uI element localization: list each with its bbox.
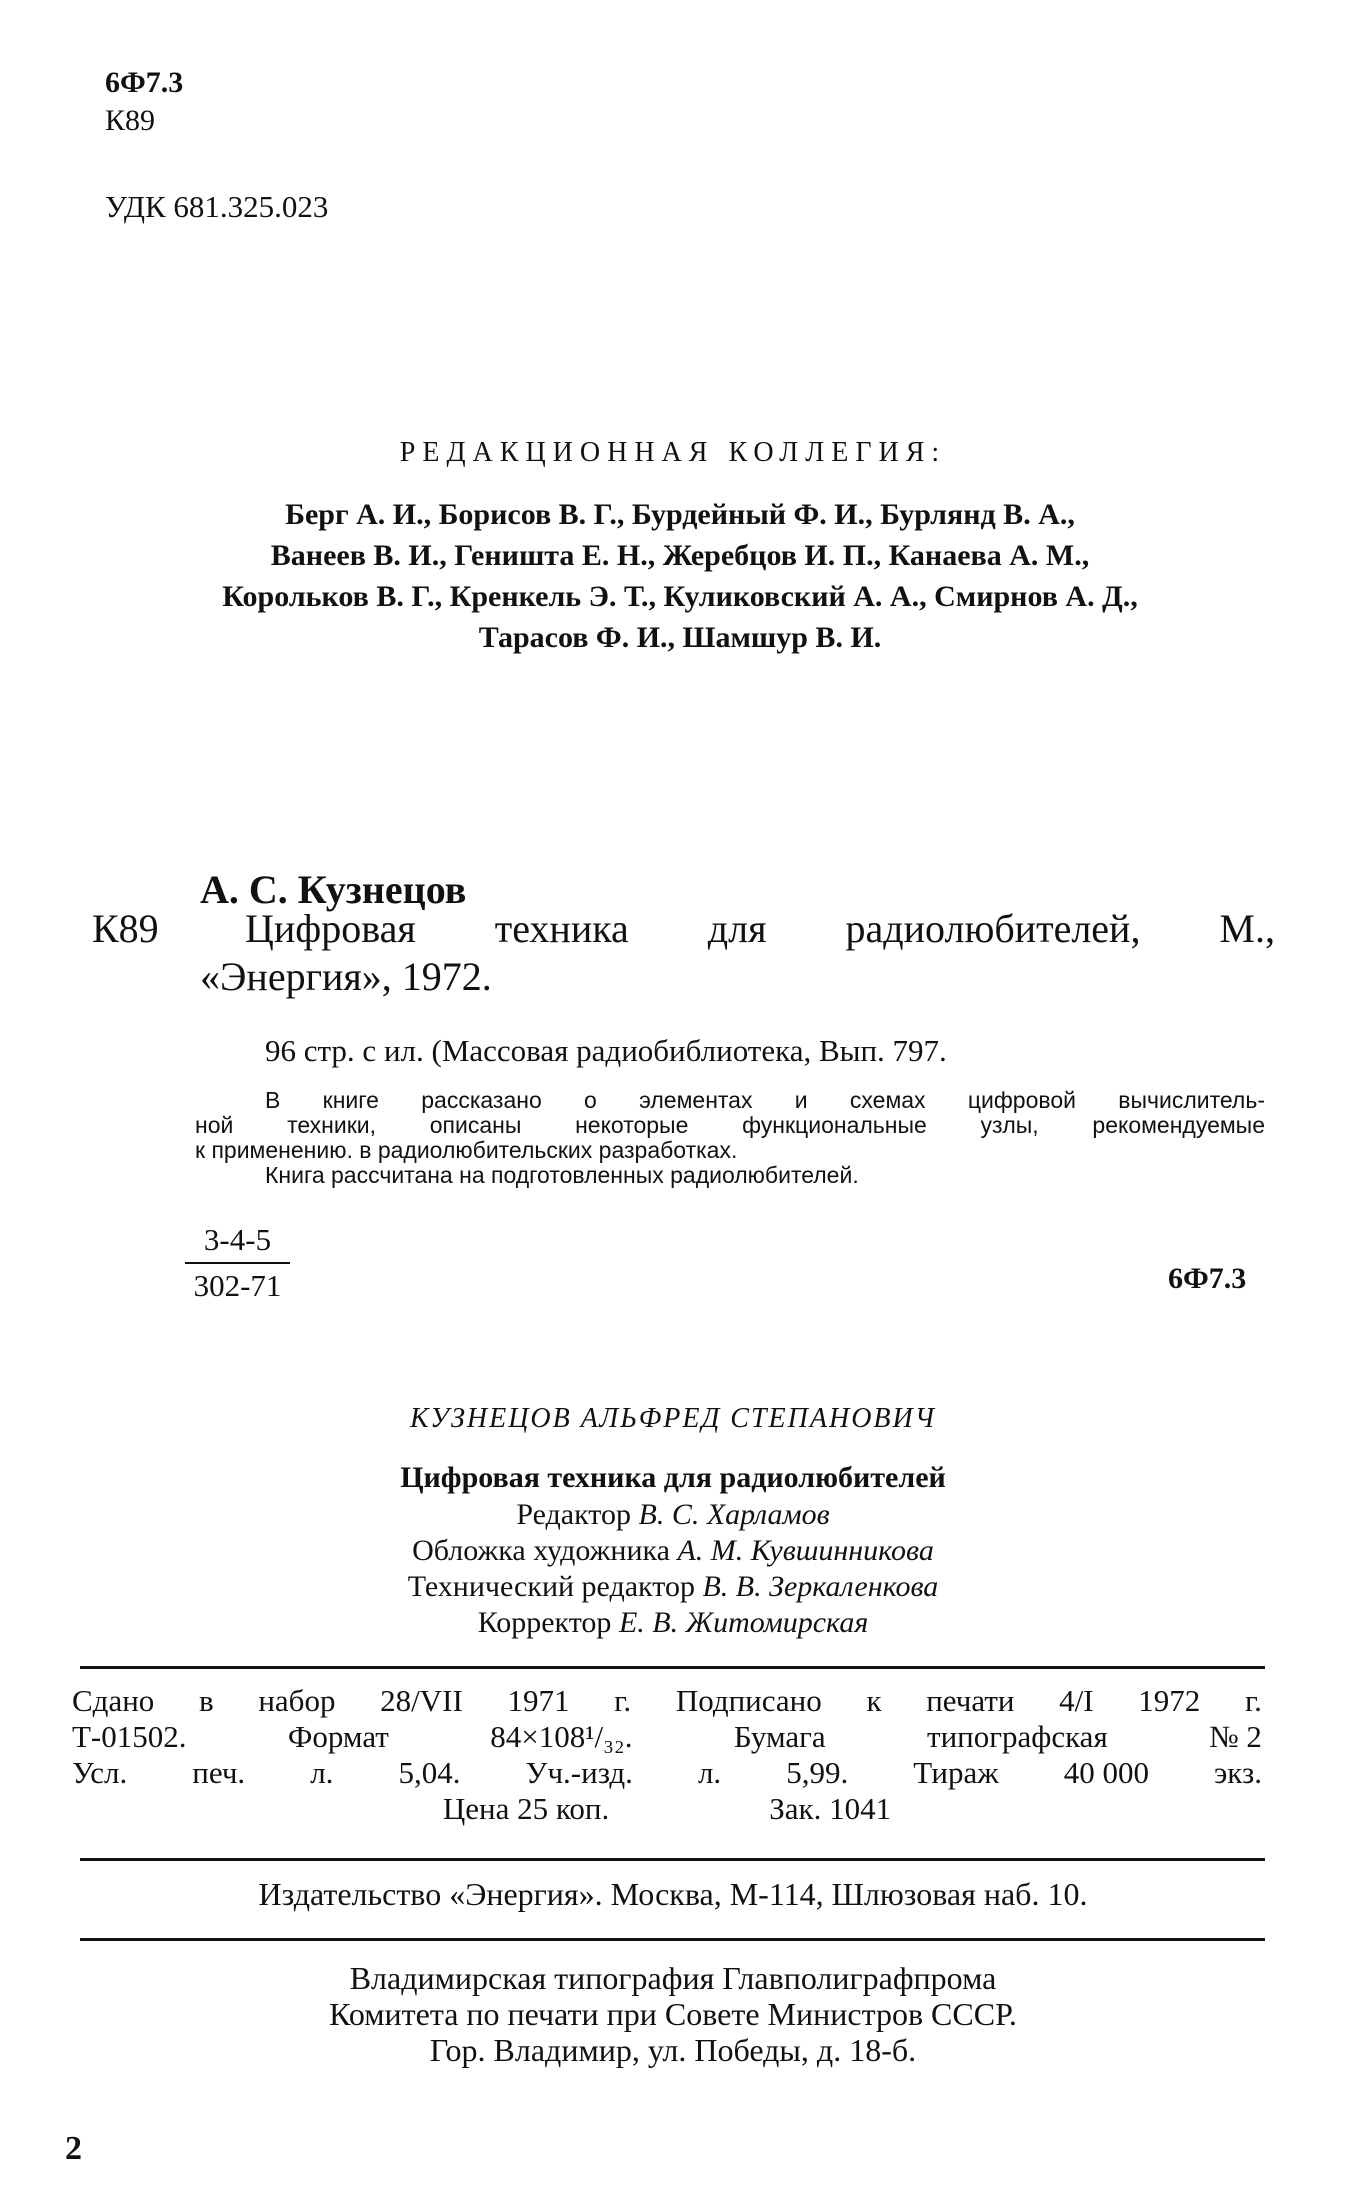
book-title-line-1: Цифровая техника для радиолюбителей, М., (245, 906, 1275, 951)
board-line: Берг А. И., Борисов В. Г., Бурдейный Ф. И., Бурлянд В. А., (285, 498, 1075, 531)
printer-line: Комитета по печати при Совете Министров СССР. (329, 1996, 1017, 2032)
print-info (72, 1683, 1262, 1827)
index-numerator: 3-4-5 (185, 1222, 290, 1264)
publisher-line: Издательство «Энергия». Москва, М-114, Шлюзовая наб. 10. (258, 1876, 1088, 1912)
abstract-line: к применению. в радиолюбительских разработках. (195, 1137, 738, 1163)
book-code: К89 (92, 906, 159, 951)
credit-technical-editor: Технический редактор В. В. Зеркаленкова (407, 1570, 939, 1603)
credit-cover-artist: Обложка художника А. М. Кувшинникова (412, 1534, 934, 1567)
index-fraction (185, 1222, 290, 1304)
print-info-row: Усл. печ. л. 5,04. Уч.-изд. л. 5,99. Тираж 40 000 экз. (72, 1755, 1262, 1790)
print-info-row: Т-01502. Формат 84×108¹/₃₂. Бумага типографская № 2 (72, 1719, 1262, 1754)
bbk-code: 6Ф7.3 (105, 66, 184, 99)
book-abstract (195, 1088, 1265, 1188)
board-line: Тарасов Ф. И., Шамшур В. И. (478, 621, 882, 654)
credit-editor: Редактор В. С. Харламов (516, 1498, 830, 1531)
pages-info: 96 стр. с ил. (Массовая радиобиблиотека, Вып. 797. (265, 1033, 947, 1068)
author-full-name: КУЗНЕЦОВ АЛЬФРЕД СТЕПАНОВИЧ (409, 1403, 937, 1434)
printer-info (0, 1960, 1346, 2068)
board-line: Корольков В. Г., Кренкель Э. Т., Куликовский А. А., Смирнов А. Д., (222, 580, 1138, 613)
divider (80, 1858, 1265, 1861)
editorial-board-heading: РЕДАКЦИОННАЯ КОЛЛЕГИЯ: (399, 437, 947, 468)
divider (80, 1666, 1265, 1669)
abstract-line: В книге рассказано о элементах и схемах цифровой вычислитель- (265, 1087, 1265, 1113)
editorial-board-list (80, 494, 1280, 658)
author-mark: К89 (105, 104, 156, 137)
udk-code: УДК 681.325.023 (105, 189, 329, 224)
bbk-code-right: 6Ф7.3 (1168, 1262, 1247, 1295)
book-author: А. С. Кузнецов (200, 867, 467, 912)
classification-block (105, 64, 183, 140)
colophon-title: Цифровая техника для радиолюбителей (400, 1461, 946, 1494)
abstract-line: ной техники, описаны некоторые функциональные узлы, рекомендуемые (195, 1112, 1265, 1138)
board-line: Ванеев В. И., Геништа Е. Н., Жеребцов И. П., Канаева А. М., (270, 539, 1090, 572)
printer-line: Владимирская типография Главполиграфпрома (349, 1960, 997, 1996)
credit-proofreader: Корректор Е. В. Житомирская (477, 1606, 869, 1639)
printer-line: Гор. Владимир, ул. Победы, д. 18-б. (429, 2032, 917, 2068)
print-info-row: Цена 25 коп. Зак. 1041 (442, 1791, 892, 1826)
page-number: 2 (65, 2130, 82, 2167)
colophon (0, 1403, 1346, 1641)
book-title-line-2: «Энергия», 1972. (200, 954, 492, 999)
print-info-row: Сдано в набор 28/VII 1971 г. Подписано к печати 4/I 1972 г. (72, 1683, 1262, 1718)
abstract-line: Книга рассчитана на подготовленных радиолюбителей. (265, 1162, 859, 1188)
divider (80, 1938, 1265, 1941)
index-denominator: 302-71 (193, 1268, 282, 1303)
